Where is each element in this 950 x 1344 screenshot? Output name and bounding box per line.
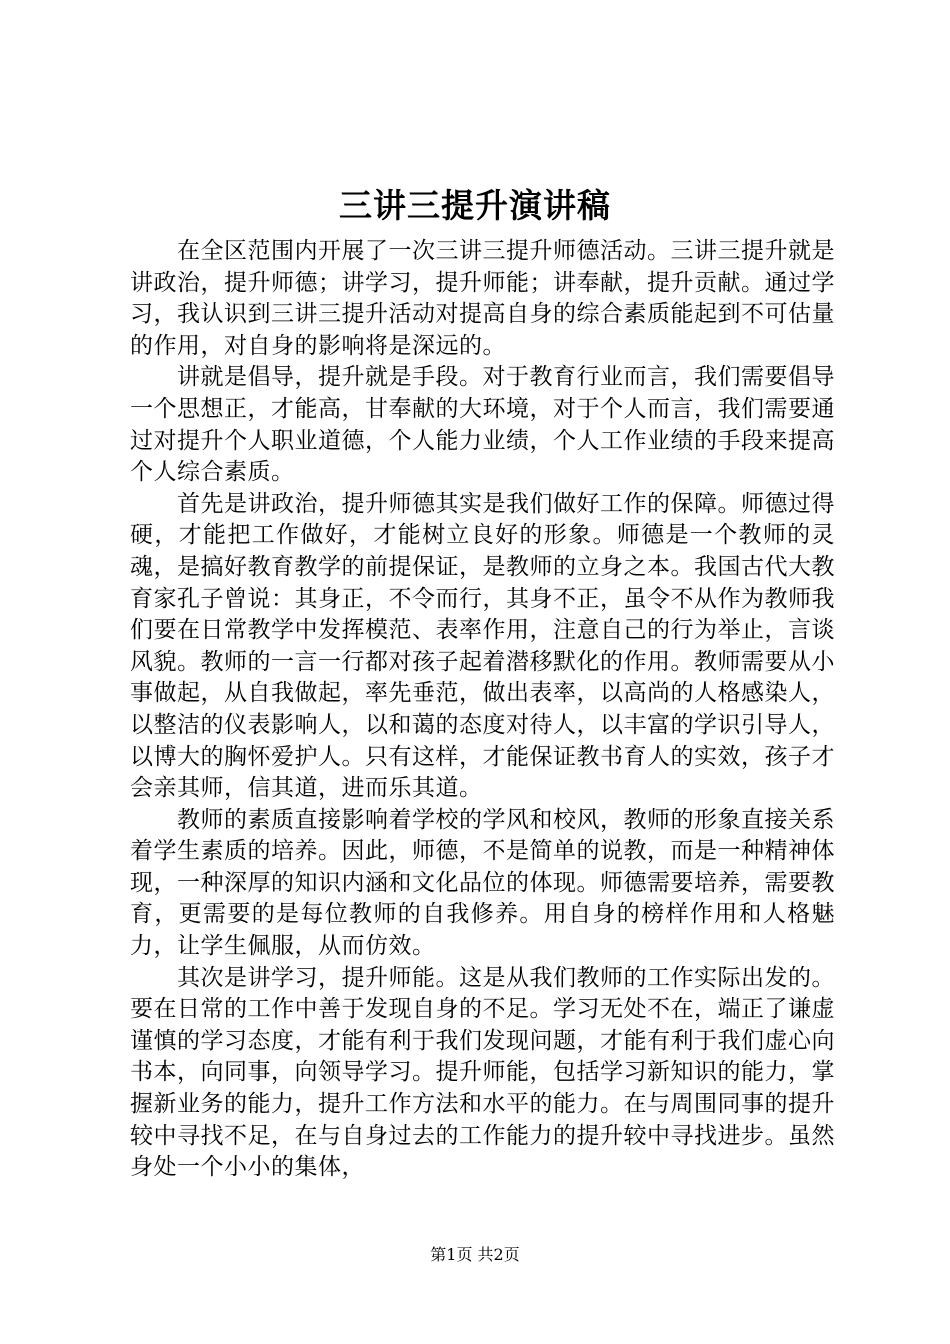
page-number-footer: 第1页 共2页 (430, 1245, 520, 1264)
paragraph: 在全区范围内开展了一次三讲三提升师德活动。三讲三提升就是讲政治，提升师德；讲学习，提升师能；讲奉献，提升贡献。通过学习，我认识到三讲三提升活动对提高自身的综合素质能起到不可估量的作用，对自身的影响将是深远的。 (130, 238, 835, 359)
document-title: 三讲三提升演讲稿 (339, 186, 611, 225)
document-body (130, 236, 835, 1184)
paragraph: 教师的素质直接影响着学校的学风和校风，教师的形象直接关系着学生素质的培养。因此，师德，不是简单的说教，而是一种精神体现，一种深厚的知识内涵和文化品位的体现。师德需要培养，需要教育，更需要的是每位教师的自我修养。用自身的榜样作用和人格魅力，让学生佩服，从而仿效。 (130, 806, 835, 960)
paragraph: 讲就是倡导，提升就是手段。对于教育行业而言，我们需要倡导一个思想正，才能高，甘奉献的大环境，对于个人而言，我们需要通过对提升个人职业道德，个人能力业绩，个人工作业绩的手段来提高个人综合素质。 (130, 364, 835, 486)
paragraph: 其次是讲学习，提升师能。这是从我们教师的工作实际出发的。要在日常的工作中善于发现自身的不足。学习无处不在，端正了谦虚谨慎的学习态度，才能有利于我们发现问题，才能有利于我们虚心向书本，向同事，向领导学习。提升师能，包括学习新知识的能力，掌握新业务的能力，提升工作方法和水平的能力。在与周围同事的提升较中寻找不足，在与自身过去的工作能力的提升较中寻找进步。虽然身处一个小小的集体， (130, 964, 835, 1181)
paragraph: 首先是讲政治，提升师德其实是我们做好工作的保障。师德过得硬，才能把工作做好，才能树立良好的形象。师德是一个教师的灵魂，是搞好教育教学的前提保证，是教师的立身之本。我国古代大教育家孔子曾说：其身正，不令而行，其身不正，虽令不从作为教师我们要在日常教学中发挥模范、表率作用，注意自己的行为举止，言谈风貌。教师的一言一行都对孩子起着潜移默化的作用。教师需要从小事做起，从自我做起，率先垂范，做出表率，以高尚的人格感染人，以整洁的仪表影响人，以和蔼的态度对待人，以丰富的学识引导人，以博大的胸怀爱护人。只有这样，才能保证教书育人的实效，孩子才会亲其师，信其道，进而乐其道。 (130, 490, 835, 802)
